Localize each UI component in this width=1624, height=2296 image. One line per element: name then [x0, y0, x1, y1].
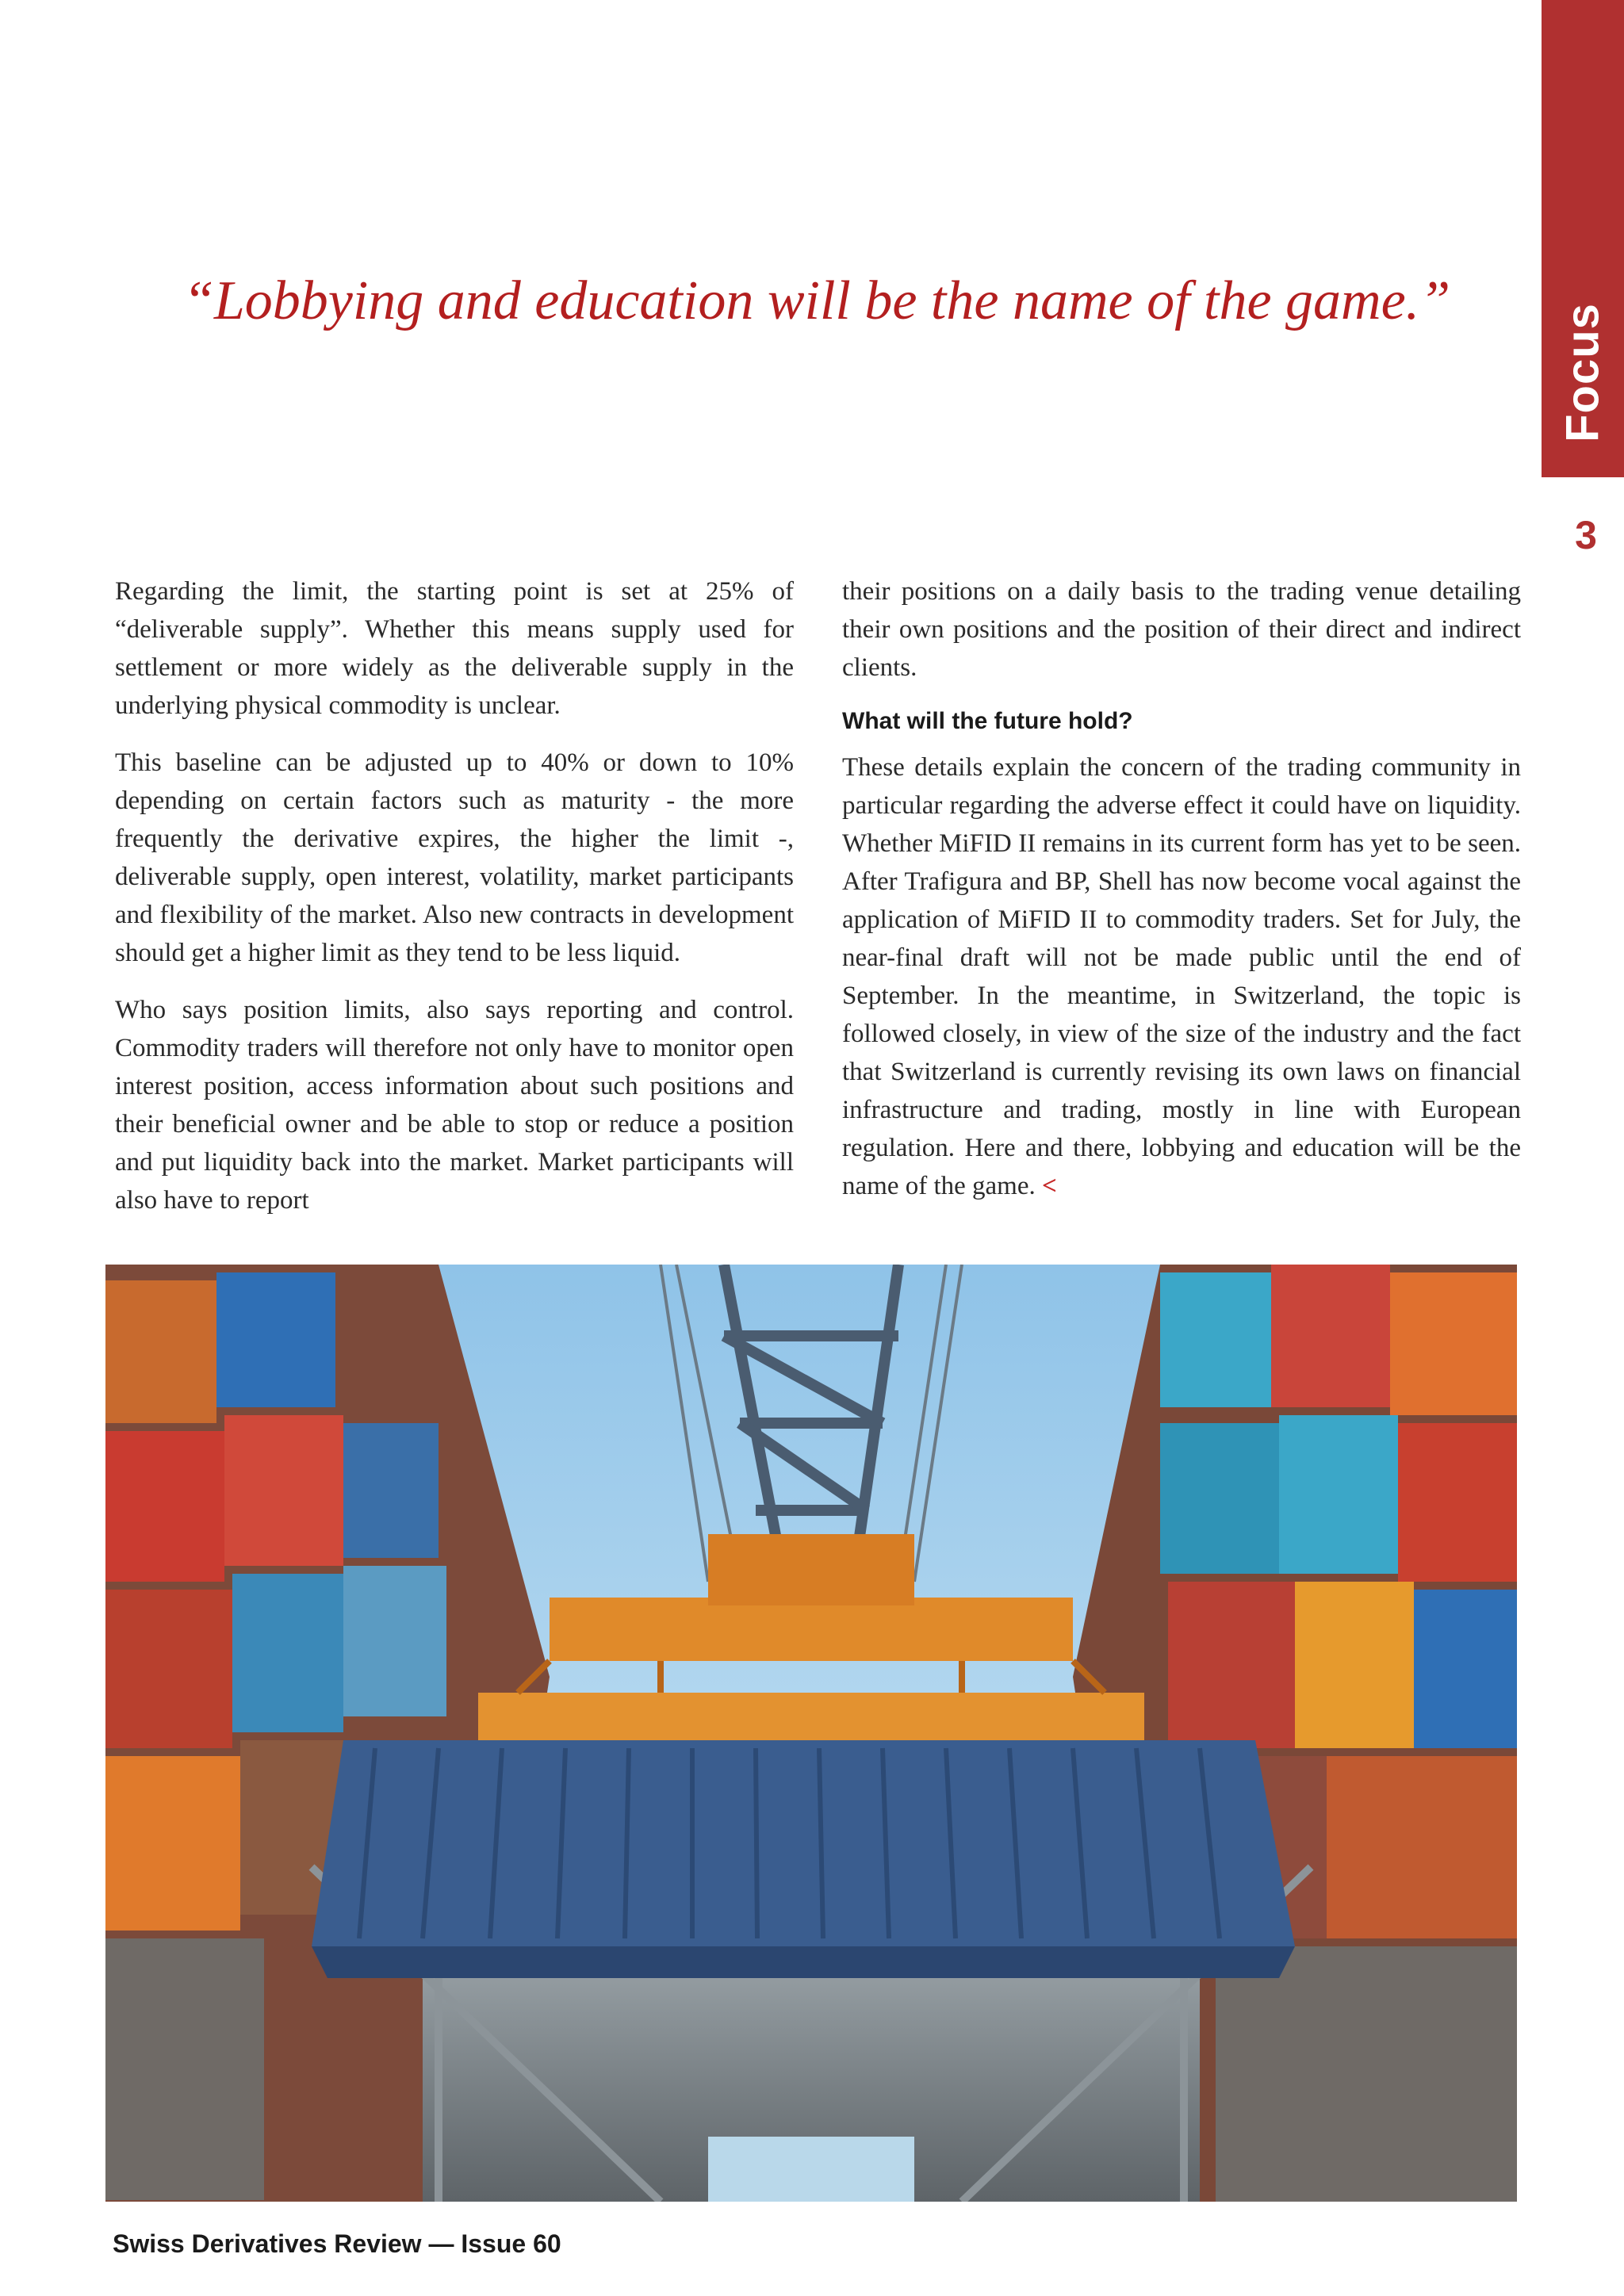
paragraph-text: These details explain the concern of the trading community in particular regarding the adverse effect it could have on liquidity. Whether MiFID II remains in its current form has yet to be seen. After Trafigura and BP, Shell has now become vocal against the application of MiFID II to commodity traders. Set for July, the near-final draft will not be made public until the end of September. In the meantime, in Switzerland, the topic is followed closely, in view of the size of the industry and the fact that Switzerland is currently revising its own laws on financial infrastructure and trading, mostly in line with European regulation. Here and there, lobbying and education will be the name of the game. [842, 753, 1521, 1200]
paragraph [842, 748, 1521, 1205]
subheading: What will the future hold? [842, 708, 1133, 734]
pull-quote: “Lobbying and education will be the name of the game.” [182, 270, 1451, 331]
article-column-right [842, 572, 1521, 1224]
page-number: 3 [1575, 513, 1597, 557]
container-ship-photo [105, 1265, 1517, 2202]
footer: Swiss Derivatives Review — Issue 60 [113, 2229, 561, 2258]
end-of-article-mark: < [1041, 1172, 1057, 1200]
paragraph: Who says position limits, also says reporting and control. Commodity traders will therefore not only have to monitor open interest position, access information about such positions and their beneficial owner and be able to stop or reduce a position and put liquidity back into the market. Market participants will also have to report [115, 996, 794, 1215]
paragraph: This baseline can be adjusted up to 40% or down to 10% depending on certain factors such as maturity - the more frequently the derivative expires, the higher the limit -, deliverable supply, open interest, volatility, market participants and flexibility of the market. Also new contracts in development should get a higher limit as they tend to be less liquid. [115, 748, 794, 967]
paragraph: their positions on a daily basis to the trading venue detailing their own positions and the position of their direct and indirect clients. [842, 577, 1521, 682]
article-column-left [115, 572, 794, 1238]
paragraph: Regarding the limit, the starting point is set at 25% of “deliverable supply”. Whether this means supply used for settlement or more widely as the deliverable supply in the underlying physical commodity is unclear. [115, 577, 794, 720]
section-label: Focus [1557, 303, 1609, 442]
